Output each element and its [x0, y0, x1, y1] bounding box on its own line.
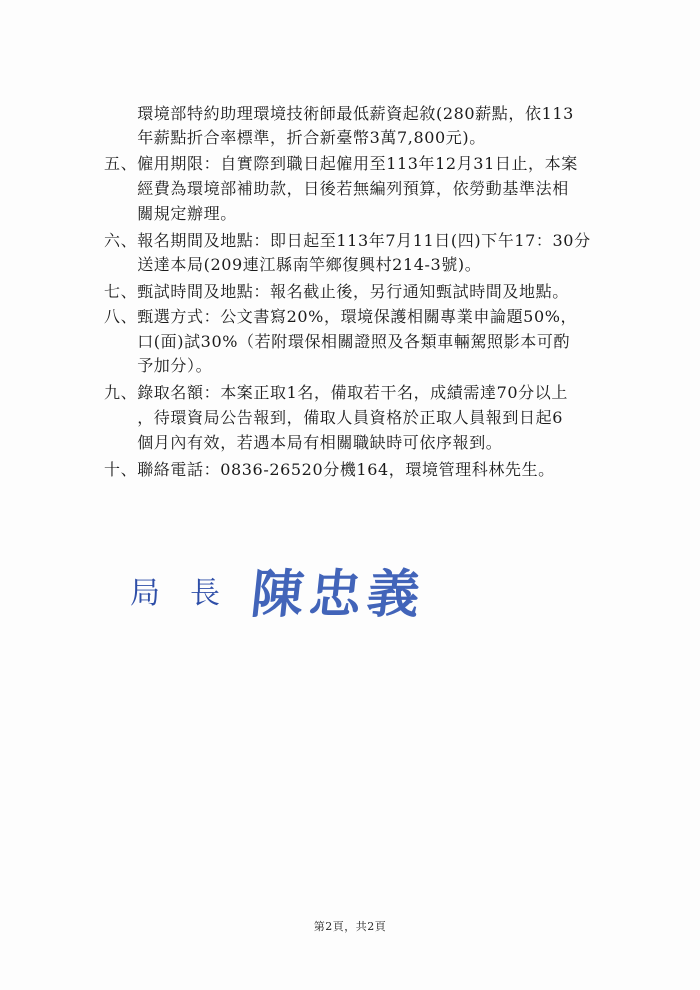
director-title-char: 局 — [130, 576, 162, 611]
text-line: 八、甄選方式：公文書寫20%，環境保護相關專業申論題50%， — [104, 307, 578, 326]
text-line: 五、僱用期限：自實際到職日起僱用至113年12月31日止，本案 — [104, 154, 578, 173]
text-line: 六、報名期間及地點：即日起至113年7月11日(四)下午17：30分 — [104, 231, 591, 250]
text-line: 予加分）。 — [104, 356, 213, 375]
text-line: 年薪點折合率標準，折合新臺幣3萬7,800元)。 — [104, 128, 486, 147]
text-line: 送達本局(209連江縣南竿鄉復興村214-3號)。 — [104, 255, 482, 274]
director-signature-block — [130, 550, 460, 625]
text-line: 個月內有效，若遇本局有相關職缺時可依序報到。 — [104, 433, 503, 452]
page-number: 第2頁，共2頁 — [313, 920, 387, 933]
director-signature-stamp: 陳忠義 — [248, 565, 429, 625]
director-title-char: 長 — [190, 576, 222, 611]
text-line: 關規定辦理。 — [104, 204, 237, 223]
text-line: 十、聯絡電話：0836-26520分機164，環境管理科林先生。 — [104, 460, 555, 479]
text-line: 九、錄取名額：本案正取1名，備取若干名，成績需達70分以上 — [104, 383, 568, 402]
text-line: ，待環資局公告報到，備取人員資格於正取人員報到日起6 — [104, 408, 563, 427]
text-line: 環境部特約助理環境技術師最低薪資起敘(280薪點，依113 — [104, 104, 574, 123]
text-line: 七、甄試時間及地點：報名截止後，另行通知甄試時間及地點。 — [104, 282, 569, 301]
text-line: 口(面)試30%（若附環保相關證照及各類車輛駕照影本可酌 — [104, 332, 571, 351]
text-line: 經費為環境部補助款，日後若無編列預算，依勞動基準法相 — [104, 179, 569, 198]
